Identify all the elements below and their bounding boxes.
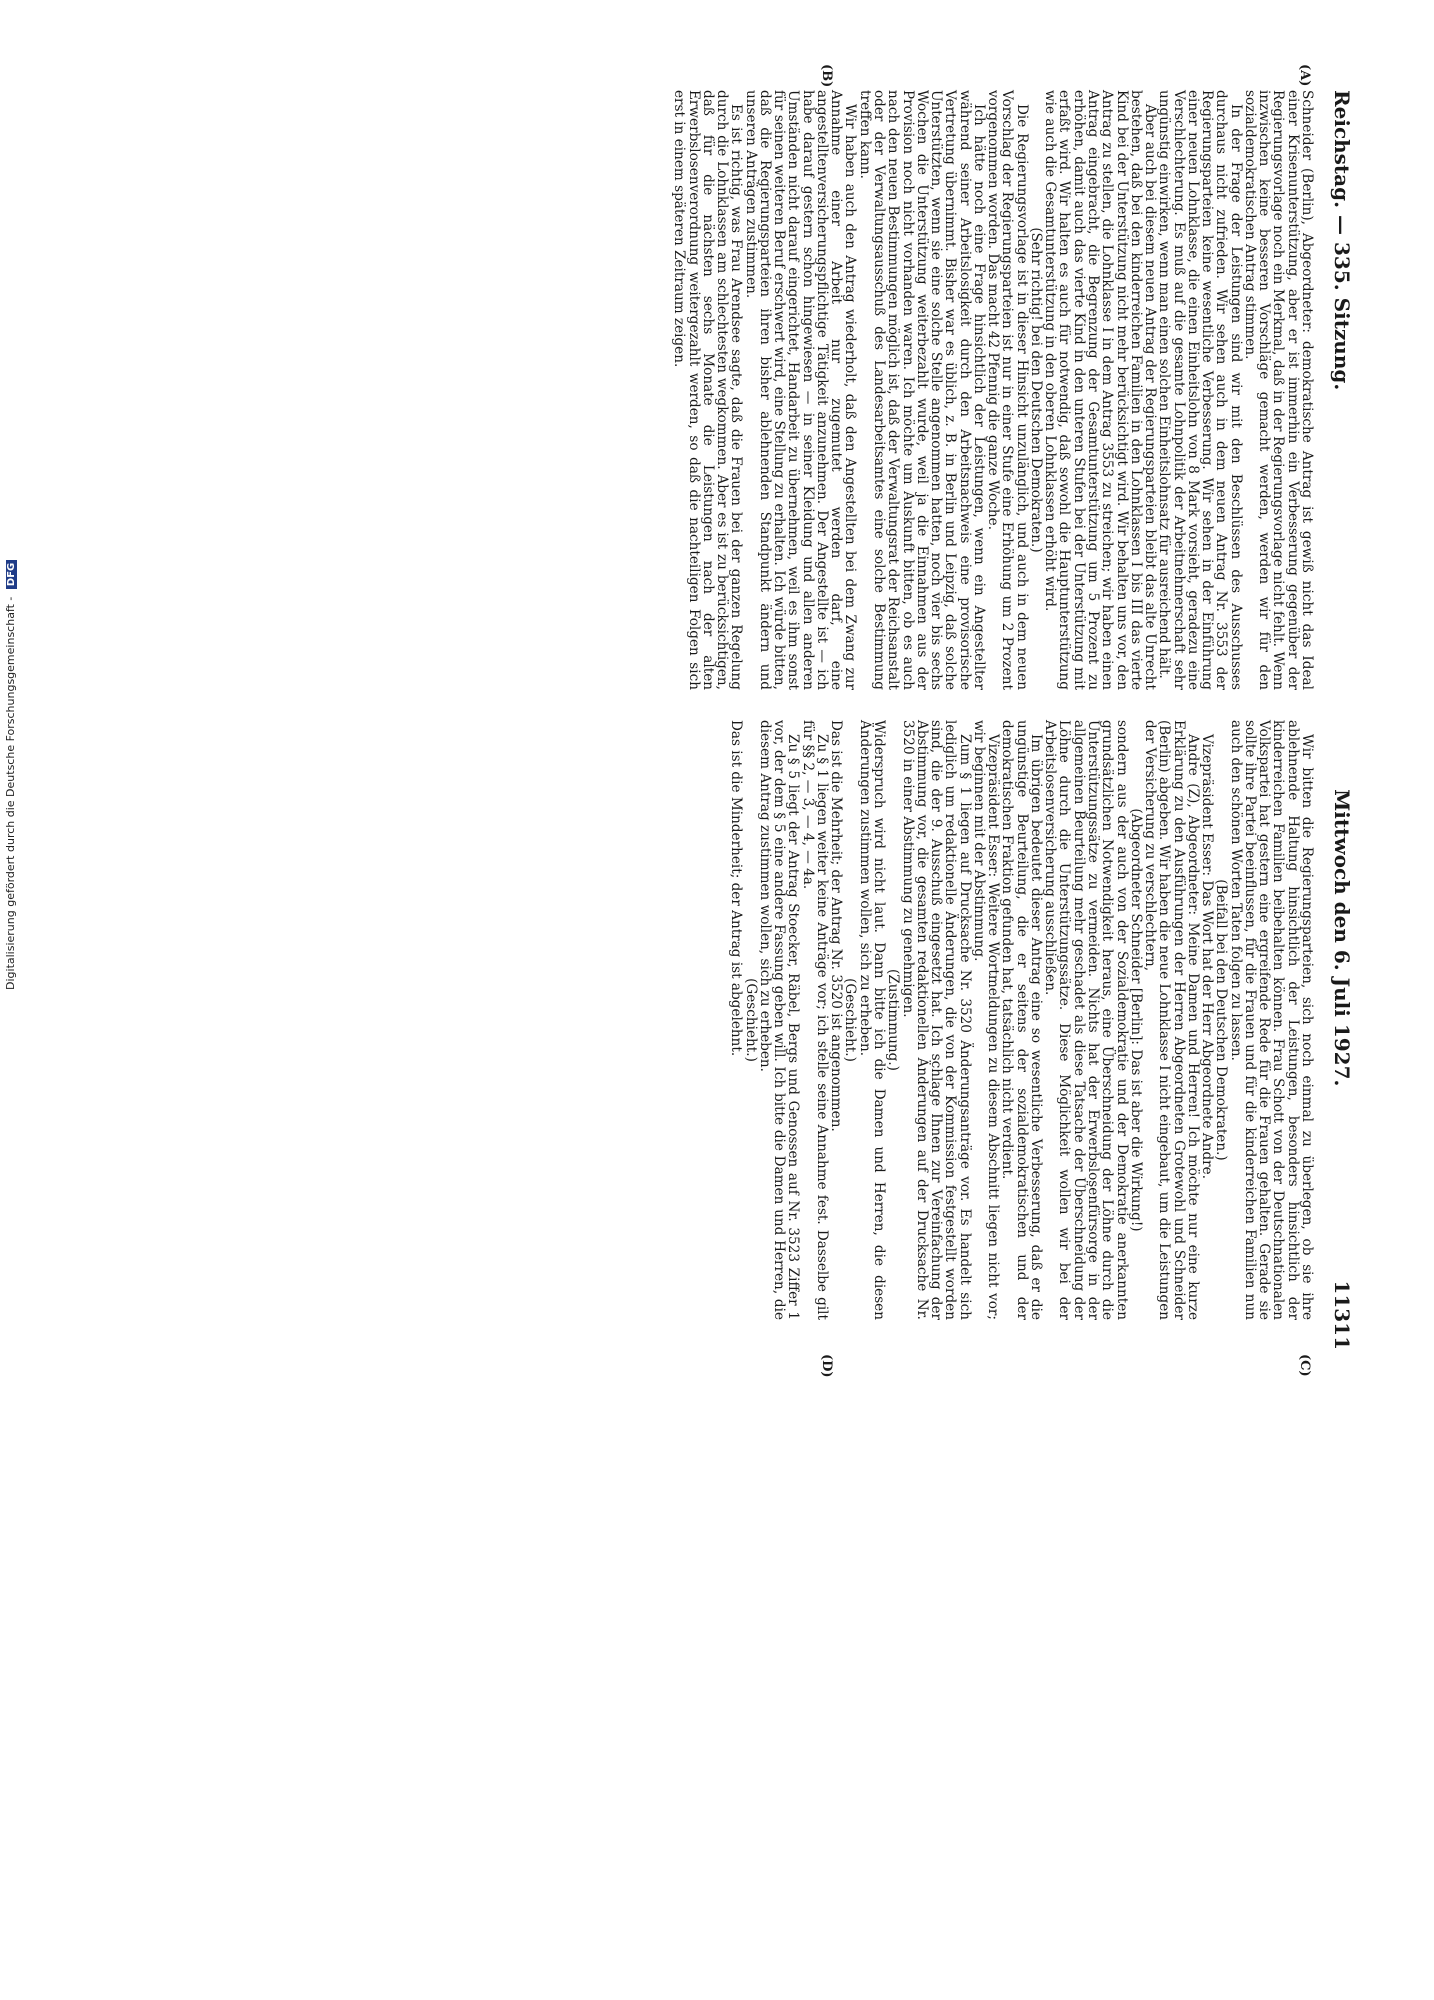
interjection: (Sehr richtig! bei den Deutschen Demokraten.) bbox=[1027, 227, 1044, 553]
interjection: (Geschieht.) bbox=[842, 978, 859, 1062]
digitization-credit bbox=[4, 560, 17, 990]
right-column bbox=[729, 720, 1314, 1320]
header-left: Reichstag. — 335. Sitzung. bbox=[1330, 90, 1354, 391]
margin-marker-b: (B) bbox=[819, 64, 834, 88]
paragraph: Zu § 1 liegen weiter keine Anträge vor; ich stelle seine Annahme fest. Dasselbe gilt für §§ 2, — 3, — 4, — 4a. bbox=[799, 720, 830, 1320]
paragraph: Schneider (Berlin), Abgeordneter: demokratische Antrag ist gewiß nicht das Ideal einer Krisenunterstützung, aber er ist immerhin ein Verbesserung gegenüber der Regierungsvorlage noch ein Merkmal, daß in der Regierungsvorlage nicht fehlt. Wenn inzwischen keine besseren Vorschläge gemacht werden, werden wir für den sozialdemokratischen Antrag stimmen. bbox=[1241, 90, 1315, 690]
paragraph: Es ist richtig, was Frau Arendsee sagte, daß die Frauen bei der ganzen Regelung durch die Lohnklassen am schlechtesten wegkommen. Aber es ist zu berücksichtigen, daß für die nächsten sechs Monate die Leistungen nach der alten Erwerbslosenverordnung weitergezahlt werden, so daß die nachteiligen Folgen sich erst in einem späteren Zeitraum zeigen. bbox=[671, 90, 745, 690]
margin-marker-d: (D) bbox=[819, 1354, 834, 1378]
paragraph: Vizepräsident Esser: Das Wort hat der Herr Abgeordnete Andre. bbox=[1199, 734, 1216, 1180]
paragraph: sondern aus der auch von der Sozialdemokratie und der Demokratie anerkannten grundsätzlichen Notwendigkeit heraus, eine Überschneidung der Löhne durch die Unterstützungssätze zu vermeiden. Nichts hat der Erwerbslosenfürsorge in der allgemeinen Beurteilung mehr geschadet als diese Tatsache der Überschneidung der Löhne durch die Unterstützungssätze. Diese Möglichkeit wollen wir bei der Arbeitslosenversicherung ausschließen. bbox=[1042, 720, 1130, 1320]
paragraph: Andre (Z), Abgeordneter: Meine Damen und Herren! Ich möchte nur eine kurze Erklärung zu den Ausführungen der Herren Abgeordneten Grotewohl und Schneider (Berlin) abgeben. Wir haben die neue Lohnklasse I nicht eingebaut, um die Leistungen der Versicherung zu verschlechtern, bbox=[1142, 720, 1201, 1321]
paragraph: Die Regierungsvorlage ist in dieser Hinsicht unzulänglich, und auch in dem neuen Vorschlag der Regierungsparteien ist nur in einer Stufe eine Erhöhung um 2 Prozent vorgenommen worden. Das macht 42 Pfennig die ganze Woche. bbox=[985, 90, 1030, 690]
paragraph: Aber auch bei diesem neuen Antrag der Regierungsparteien bleibt das alte Unrecht bestehen, daß bei den kinderreichen Familien in den Lohnklassen I bis III das vierte Kind bei der Unterstützung nicht mehr berücksichtigt wird. Wir behalten uns vor, den Antrag zu stellen, die Lohnklasse I in dem Antrag 3553 zu streichen; wir haben einen Antrag eingebracht, die Begrenzung der Gesamtunterstützung um 5 Prozent zu erhöhen, damit auch das vierte Kind in den unteren Stufen bei der Unterstützung mit erfaßt wird. Wir halten es auch für notwendig, daß sowohl die Hauptunterstützung wie auch die Gesamtunterstützung in den oberen Lohnklassen erhöht wird. bbox=[1042, 90, 1159, 690]
paragraph: Das ist die Minderheit; der Antrag ist abgelehnt. bbox=[728, 720, 745, 1057]
credit-text: Digitalisierung gefördert durch die Deutsche Forschungsgemeinschaft - bbox=[4, 596, 17, 990]
interjection: (Beifall bei den Deutschen Demokraten.) bbox=[1213, 879, 1230, 1161]
paragraph: Das ist die Mehrheit; der Antrag Nr. 3520 ist angenommen. bbox=[828, 720, 845, 1132]
page-header bbox=[1328, 90, 1354, 1350]
page-number: 11311 bbox=[1330, 1280, 1354, 1350]
paragraph: Im übrigen bedeutet dieser Antrag eine so wesentliche Verbesserung, daß er die ungünstige Beurteilung, die er seitens der sozialdemokratischen und der demokratischen Fraktion gefunden hat, tatsächlich nicht verdient. bbox=[999, 720, 1044, 1320]
dfg-logo: DFG bbox=[6, 560, 17, 589]
header-right bbox=[1330, 789, 1354, 1350]
paragraph: Vizepräsident Esser: Weitere Wortmeldungen zu diesem Abschnitt liegen nicht vor; wir beginnen mit der Abstimmung. bbox=[970, 720, 1002, 1320]
paragraph: In der Frage der Leistungen sind wir mit den Beschlüssen des Ausschusses durchaus nicht zufrieden. Wir sehen auch in dem neuen Antrag Nr. 3553 der Regierungsparteien keine wesentliche Verbesserung. Wir sehen in der Einführung einer neuen Lohnklasse, die einen Einheitslohn von 8 Mark vorsieht, geradezu eine Verschlechterung. Es muß auf die gesamte Lohnpolitik der Arbeitnehmerschaft sehr ungünstig einwirken, wenn man einen solchen Einheitslohnsatz für ausreichend hält. bbox=[1156, 90, 1244, 690]
left-column bbox=[672, 90, 1314, 690]
paragraph: Wir bitten die Regierungsparteien, sich noch einmal zu überlegen, ob sie ihre ablehnende Haltung hinsichtlich der Leistungen, besonders hinsichtlich der kinderreichen Familien beibehalten können. Frau Schott von der Deutschnationalen Volkspartei hat gestern eine ergreifende Rede für die Frauen gehalten. Gerade sie sollte ihre Partei beeinflussen, für die Frauen und für die kinderreichen Familien nun auch den schönen Worten Taten folgen zu lassen. bbox=[1227, 720, 1315, 1320]
paragraph: Ich hätte noch eine Frage hinsichtlich der Leistungen, wenn ein Angestellter während seiner Arbeitslosigkeit durch den Arbeitsnachweis eine provisorische Vertretung übernimmt. Bisher war es üblich, z. B. in Berlin und Leipzig, daß solche Unterstützten, wenn sie eine solche Stelle angenommen hatten, noch vier bis sechs Wochen die Unterstützung weiterbezahlt wurde, weil ja die Einnahmen aus der Provision noch nicht vorhanden waren. Ich möchte um Auskunft bitten, ob es auch nach den neuen Bestimmungen möglich ist, daß der Verwaltungsrat der Reichsanstalt oder der Verwaltungsausschuß des Landesarbeitsamtes eine solche Bestimmung treffen kann. bbox=[856, 90, 987, 690]
interjection: (Zustimmung.) bbox=[885, 969, 902, 1071]
margin-marker-a: (A) bbox=[1297, 64, 1312, 87]
header-date: Mittwoch den 6. Juli 1927. bbox=[1330, 789, 1354, 1087]
paragraph: Zum § 1 liegen auf Drucksache Nr. 3520 Änderungsanträge vor. Es handelt sich lediglich um redaktionelle Änderungen, die von der Kommission festgestellt worden sind, die der 9. Ausschuß eingesetzt hat. Ich schlage Ihnen zur Vereinfachung der Abstimmung vor, die gesamten redaktionellen Änderungen auf der Drucksache Nr. 3520 in einer Abstimmung zu genehmigen. bbox=[899, 720, 973, 1320]
paragraph: Zu § 5 liegt der Antrag Stoecker, Räbel, Bergs und Genossen auf Nr. 3523 Ziffer 1 vor, der dem § 5 eine andere Fassung geben will. Ich bitte die Damen und Herren, die diesem Antrag zustimmen wollen, sich zu erheben. bbox=[756, 720, 802, 1320]
paragraph: Wir haben auch den Antrag wiederholt, daß den Angestellten bei dem Zwang zur Annahme einer Arbeit nur zugemutet werden darf, eine angestelltenversicherungspflichtige Tätigkeit anzunehmen. Der Angestellte ist — ich habe darauf gestern schon hingewiesen — in seiner Kleidung und allen anderen Umständen nicht darauf eingerichtet, Handarbeit zu übernehmen, weil es ihm sonst für seinen weiteren Beruf erschwert wird, eine Stellung zu erhalten. Ich würde bitten, daß die Regierungsparteien ihren bisher ablehnenden Standpunkt ändern und unseren Anträgen zustimmen. bbox=[742, 90, 859, 690]
interjection: (Geschieht.) bbox=[742, 978, 759, 1062]
margin-marker-c: (C) bbox=[1297, 1354, 1312, 1377]
interjection: (Abgeordneter Schneider [Berlin]: Das ist aber die Wirkung!) bbox=[1127, 808, 1144, 1232]
paragraph: Widerspruch wird nicht laut. Dann bitte ich die Damen und Herren, die diesen Änderungen zustimmen wollen, sich zu erheben. bbox=[856, 720, 888, 1320]
